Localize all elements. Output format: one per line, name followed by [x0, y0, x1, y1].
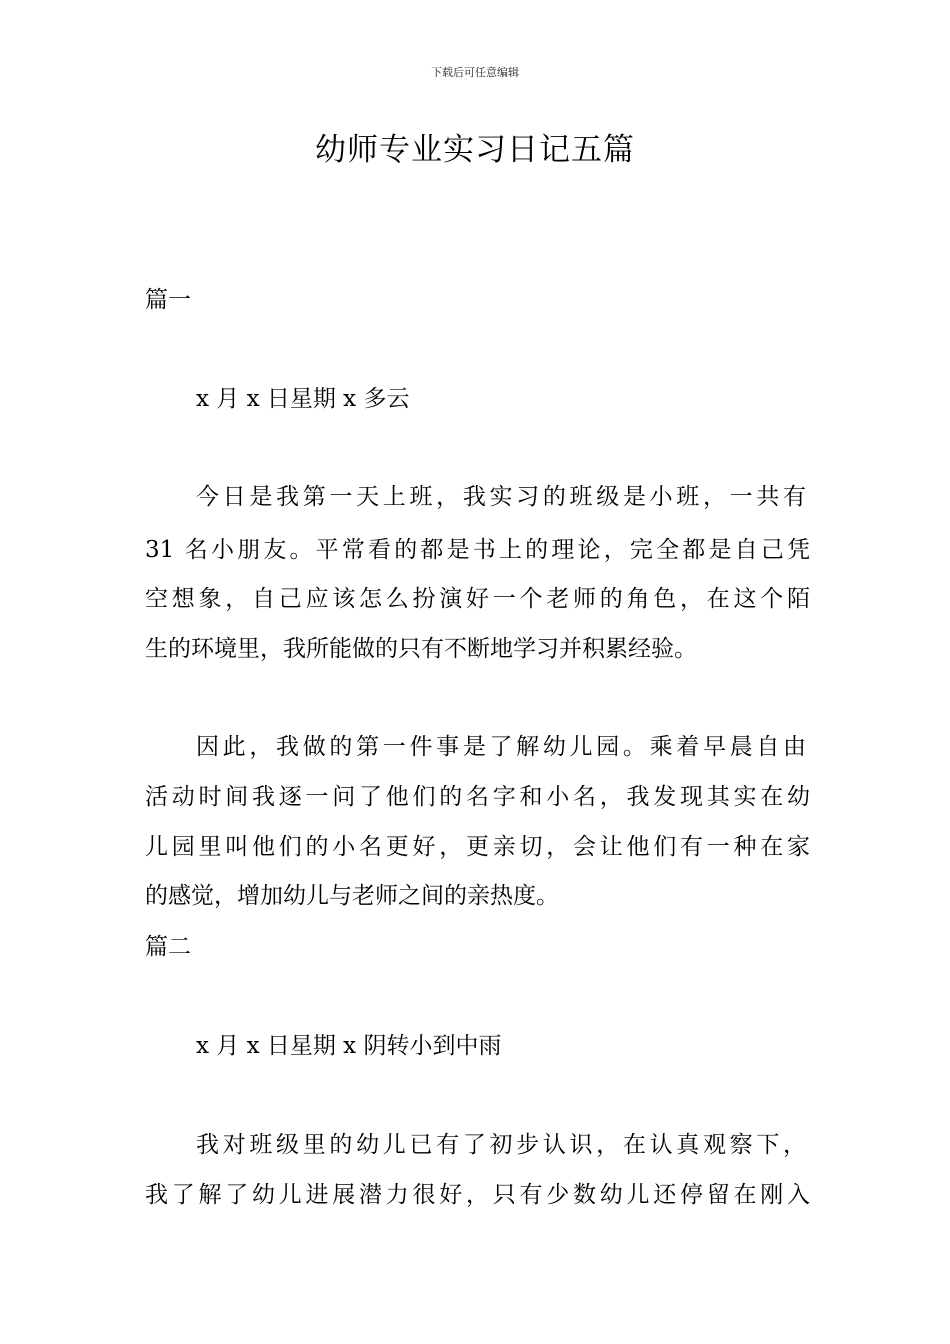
paragraph-line: 空想象，自己应该怎么扮演好一个老师的角色，在这个陌 [145, 586, 810, 612]
paragraph-line: 因此，我做的第一件事是了解幼儿园。乘着早晨自由 [196, 734, 806, 760]
paragraph-line: 31 名小朋友。平常看的都是书上的理论，完全都是自己凭 [145, 537, 810, 563]
section-heading: 篇二 [145, 934, 191, 960]
paragraph-line: 的感觉，增加幼儿与老师之间的亲热度。 [145, 883, 559, 909]
paragraph-line: 今日是我第一天上班，我实习的班级是小班，一共有 [196, 484, 806, 510]
paragraph-line: 我了解了幼儿进展潜力很好，只有少数幼儿还停留在刚入 [145, 1182, 810, 1208]
header-note: 下载后可任意编辑 [431, 66, 519, 79]
section-heading: 篇一 [145, 287, 191, 313]
paragraph-line: 儿园里叫他们的小名更好，更亲切，会让他们有一种在家 [145, 834, 810, 860]
page-title: 幼师专业实习日记五篇 [315, 132, 635, 168]
paragraph-line: 活动时间我逐一问了他们的名字和小名，我发现其实在幼 [145, 784, 810, 810]
date-line: x 月 x 日星期 x 多云 [196, 386, 410, 412]
paragraph-line: 生的环境里，我所能做的只有不断地学习并积累经验。 [145, 636, 697, 662]
date-line: x 月 x 日星期 x 阴转小到中雨 [196, 1033, 502, 1059]
paragraph-line: 我对班级里的幼儿已有了初步认识，在认真观察下， [196, 1132, 806, 1158]
